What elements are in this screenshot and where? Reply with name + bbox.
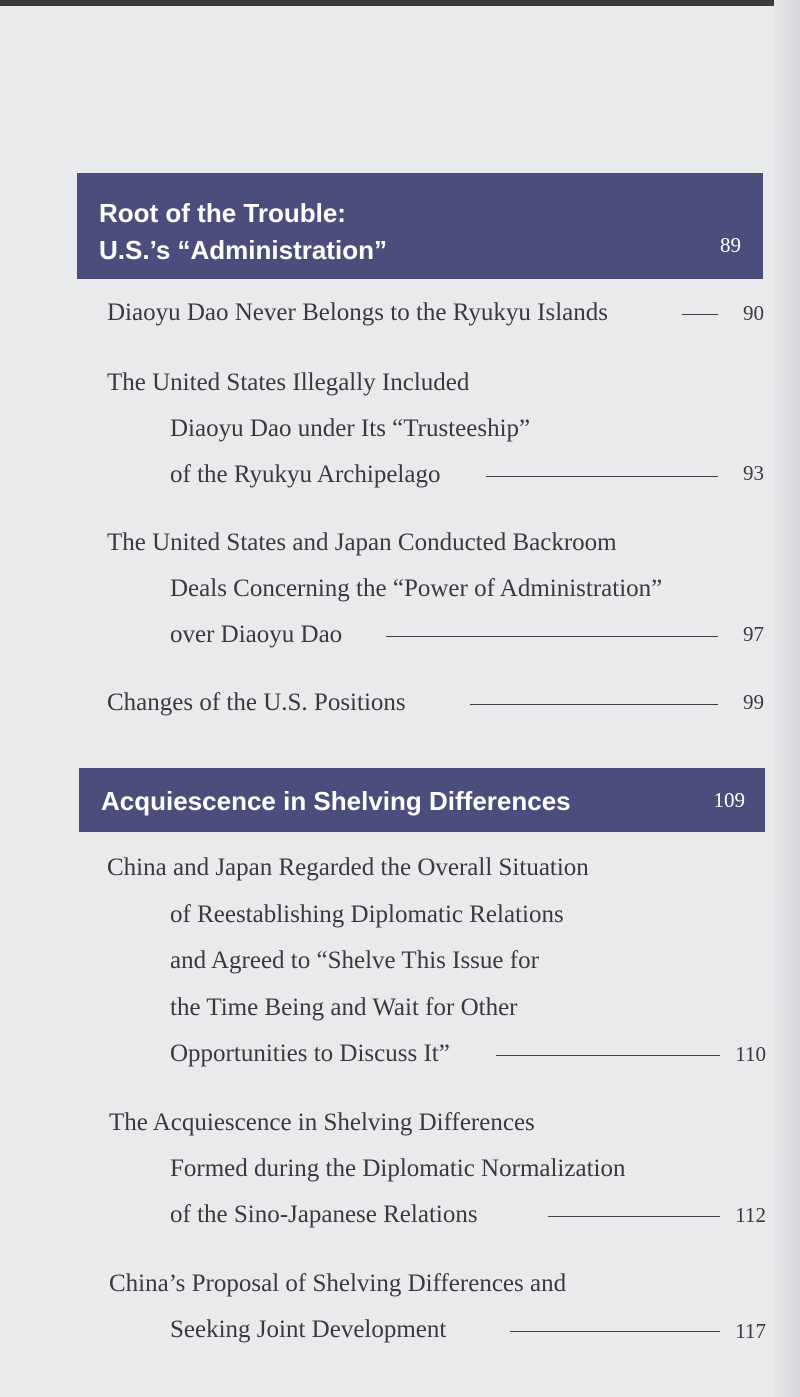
entry-text: of the Ryukyu Archipelago [170,461,441,488]
dot-leader [510,1331,720,1332]
entry-text: and Agreed to “Shelve This Issue for [170,947,539,974]
dot-leader [486,476,718,477]
entry-page-number: 90 [743,301,764,325]
section-title: Acquiescence in Shelving Differences [101,786,571,816]
entry-text: Seeking Joint Development [170,1316,447,1343]
entry-text: over Diaoyu Dao [170,621,343,648]
page-top-edge [0,0,800,6]
entry-page-number: 99 [743,690,764,714]
entry-text: The United States and Japan Conducted Backroom [107,529,617,556]
dot-leader [386,636,718,637]
entry-page-number: 97 [743,622,764,646]
section-page-number: 109 [713,788,745,812]
dot-leader [496,1055,720,1056]
dot-leader [548,1216,720,1217]
entry-text: The Acquiescence in Shelving Differences [109,1109,535,1136]
section-title [99,195,387,269]
section-page-number: 89 [720,233,741,257]
entry-text: Deals Concerning the “Power of Administration” [170,575,663,602]
section-header-acquiescence [79,768,765,832]
entry-page-number: 110 [735,1042,766,1066]
entry-page-number: 112 [735,1203,766,1227]
entry-page-number: 93 [743,461,764,485]
entry-text: The United States Illegally Included [107,369,470,396]
entry-text: Diaoyu Dao Never Belongs to the Ryukyu Islands [107,299,609,326]
entry-text: Opportunities to Discuss It” [170,1040,450,1067]
entry-text: of the Sino-Japanese Relations [170,1201,478,1228]
entry-text: the Time Being and Wait for Other [170,994,518,1021]
entry-text: China’s Proposal of Shelving Differences and [109,1270,567,1297]
entry-page-number: 117 [735,1319,766,1343]
entry-text: of Reestablishing Diplomatic Relations [170,901,564,928]
entry-text: China and Japan Regarded the Overall Situation [107,854,589,881]
entry-text: Diaoyu Dao under Its “Trusteeship” [170,415,531,442]
section-title-line: Root of the Trouble: [99,198,346,228]
section-title-line: U.S.’s “Administration” [99,235,387,265]
page-right-edge [774,0,800,1397]
entry-text: Changes of the U.S. Positions [107,689,406,716]
entry-text: Formed during the Diplomatic Normalization [170,1155,626,1182]
section-header-root-of-trouble [77,173,763,279]
dot-leader [470,704,718,705]
